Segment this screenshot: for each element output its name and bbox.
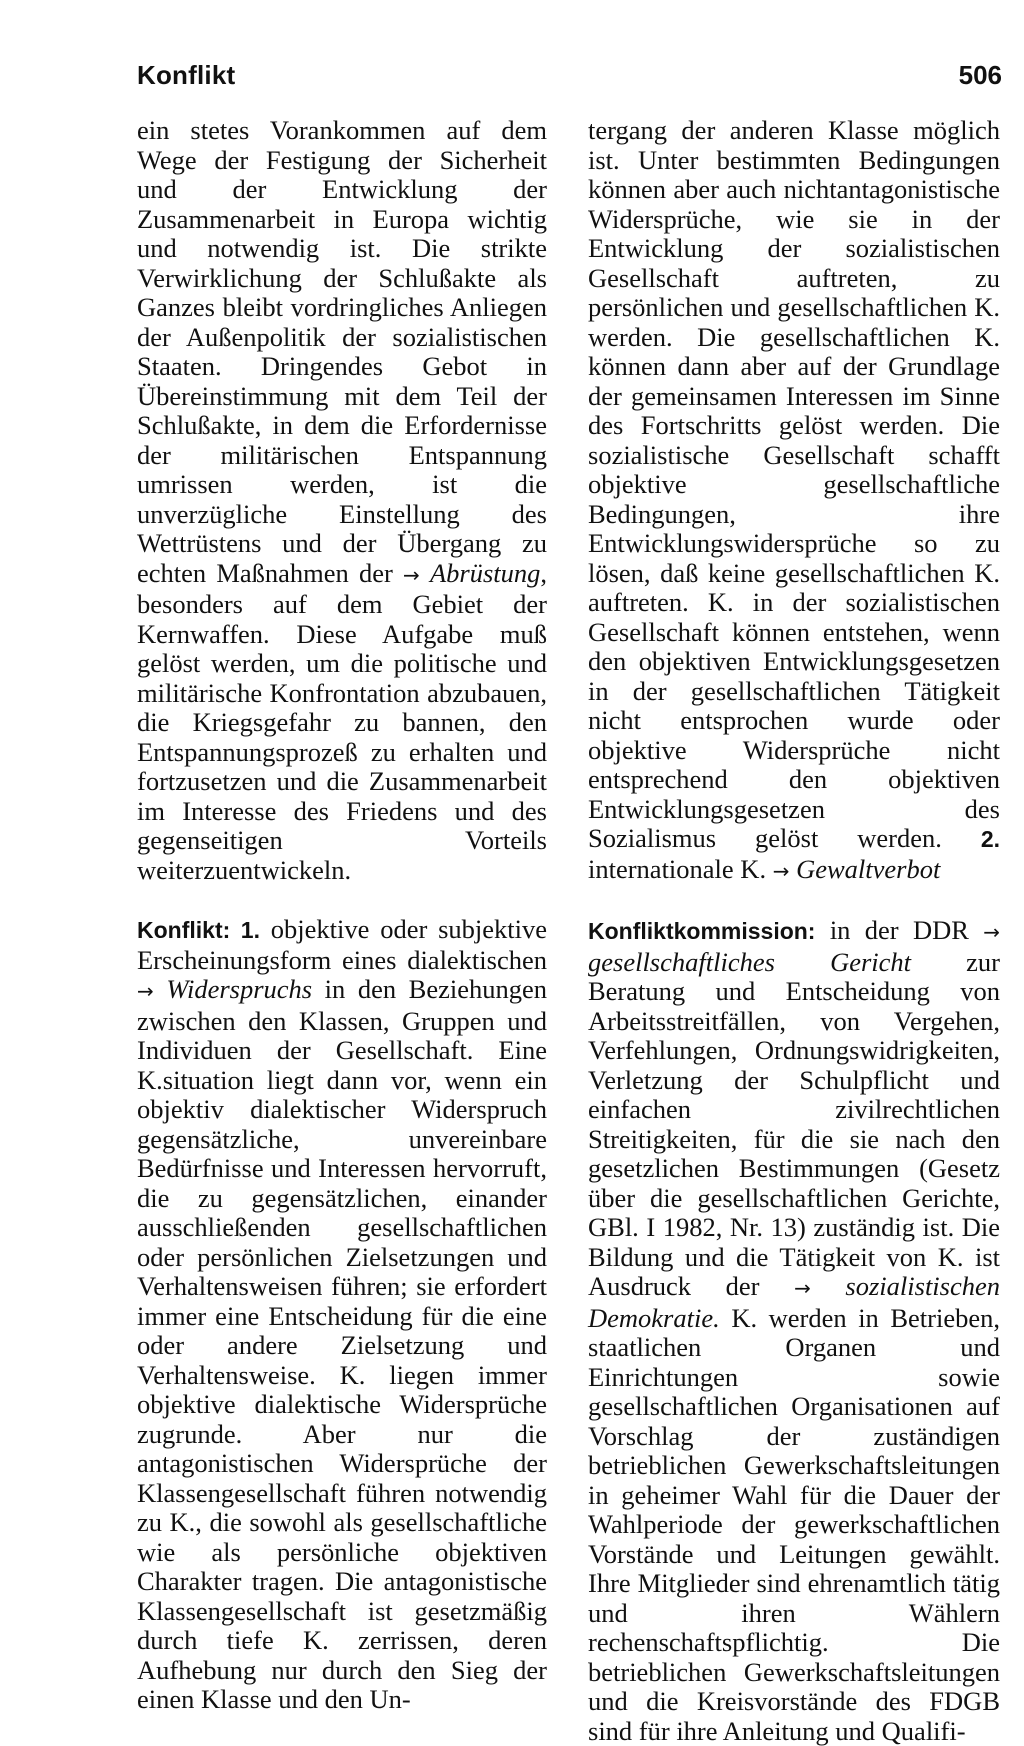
cross-reference-gewaltverbot: Gewaltverbot (796, 853, 941, 884)
entry-headword: Konfliktkommission: (588, 918, 816, 944)
cross-reference-gesellschaftliches-gericht: gesellschaftliches Gericht (588, 946, 912, 977)
cross-reference-arrow-icon: → (983, 920, 1001, 944)
entry-text: K. werden in Betrieben, staatlichen Organen und Einrichtungen sowie gesellschaftlichen Organisationen auf Vorschlag der zuständigen betrieblichen Gewerkschaftsleitungen in geheimer Wahl für die Dauer der Wahlperiode der gewerkschaftlichen Vorstände und Leitungen gewählt. Ihre Mitglieder sind ehrenamtlich tätig und ihren Wählern rechenschaftspflichtig. Die betrieblichen Gewerkschaftsleitungen und die Kreisvorstände des FDGB sind für ihre Anleitung und Qualifi- (588, 1302, 1001, 1746)
cross-reference-abruestung: Abrüstung (429, 557, 541, 588)
paragraph-text: tergang der anderen Klasse möglich ist. Unter bestimmten Bedingungen können aber auch nichtantagonistische Widersprüche, wie sie in der Entwicklung der sozialistischen Gesellschaft auftreten, zu persönlichen und gesellschaftlichen K. werden. Die gesellschaftlichen K. können dann aber auf der Grundlage der gemeinsamen Interessen im Sinne des Fortschritts gelöst werden. Die sozialistische Gesellschaft schafft objektive gesellschaftliche Bedingungen, ihre Entwicklungswidersprüche so zu lösen, daß keine gesellschaftlichen K. auftreten. K. in der sozialistischen Gesellschaft können entstehen, wenn den objektiven Entwicklungsgesetzen in der gesellschaftlichen Tätigkeit nicht entsprochen wurde oder objektive Widersprüche nicht entsprechend den objektiven Entwicklungsgesetzen des Sozialismus gelöst werden. (588, 115, 1000, 853)
cross-reference-arrow-icon: → (403, 562, 420, 587)
entry-konfliktkommission (588, 916, 1000, 1746)
cross-reference-sozialistische-demokratie: sozialistischen Demokratie. (588, 1271, 1001, 1333)
entry-headword: Konflikt: 1. (137, 917, 260, 943)
left-column (137, 116, 547, 1715)
paragraph-text: , besonders auf dem Gebiet der Kernwaffen. Diese Aufgabe muß gelöst werden, um die politische und militärische Konfrontation abzubauen, die Kriegsgefahr zu bannen, den Entspannungsprozeß zu erhalten und fortzusetzen und die Zusammenarbeit im Interesse des Friedens und des gegenseitigen Vorteils weiterzuentwickeln. (137, 557, 548, 885)
entry-text: in den Beziehungen zwischen den Klassen, Gruppen und Individuen der Gesellschaft. Eine K.situation liegt dann vor, wenn ein objektiv dialektischer Widerspruch gegensätzliche, unvereinbare Bedürfnisse und Interessen hervorruft, die zu gegensätzlichen, einander ausschließenden gesellschaftlichen oder persönlichen Zielsetzungen und Verhaltensweisen führen; sie erfordert immer eine Entscheidung für die eine oder andere Zielsetzung und Verhaltensweise. K. liegen immer objektive dialektische Widersprüche zugrunde. Aber nur die antagonistischen Widersprüche der Klassengesellschaft führen notwendig zu K., die sowohl als gesellschaftliche wie als persönliche objektiven Charakter tragen. Die antagonistische Klassengesellschaft ist gesetzmäßig durch tiefe K. zerrissen, deren Aufhebung nur durch den Sieg der einen Klasse und den Un- (137, 974, 548, 1714)
sense-number: 2. (980, 826, 1000, 852)
entry-text: in der DDR (829, 915, 969, 945)
entry-konflikt (137, 915, 547, 1715)
cross-reference-arrow-icon: → (137, 979, 154, 1003)
cross-reference-arrow-icon: → (794, 1276, 811, 1300)
page-number: 506 (958, 60, 1002, 90)
paragraph-text: ein stetes Vorankommen auf dem Wege der Festigung der Sicherheit und der Entwicklung der Zusammenarbeit in Europa wichtig und notwendig ist. Die strikte Verwirklichung der Schlußakte als Ganzes bleibt vordringliches Anliegen der Außenpolitik der sozialistischen Staaten. Dringendes Gebot in Übereinstimmung mit dem Teil der Schlußakte, in dem die Erfordernisse der militärischen Entspannung umrissen werden, ist die unverzügliche Einstellung des Wettrüstens und der Übergang zu echten Maßnahmen der (137, 115, 547, 588)
paragraph-text: internationale K. (588, 853, 767, 884)
running-head: Konflikt (137, 60, 236, 90)
cross-reference-arrow-icon: → (772, 858, 790, 883)
continued-paragraph (588, 116, 1000, 886)
entry-text: objektive oder subjektive Erscheinungsform eines dialektischen (137, 914, 547, 975)
right-column (588, 116, 1000, 1746)
continued-paragraph (137, 116, 547, 885)
entry-text: zur Beratung und Entscheidung von Arbeitsstreitfällen, von Vergehen, Verfehlungen, Ordnungswidrigkeiten, Verletzung der Schulpflicht und einfachen zivilrechtlichen Streitigkeiten, für die sie nach den gesetzlichen Bestimmungen (Gesetz über die gesellschaftlichen Gerichte, GBl. I 1982, Nr. 13) zuständig ist. Die Bildung und die Tätigkeit von K. ist Ausdruck der (588, 946, 1000, 1301)
cross-reference-widerspruch: Widerspruchs (166, 974, 313, 1004)
